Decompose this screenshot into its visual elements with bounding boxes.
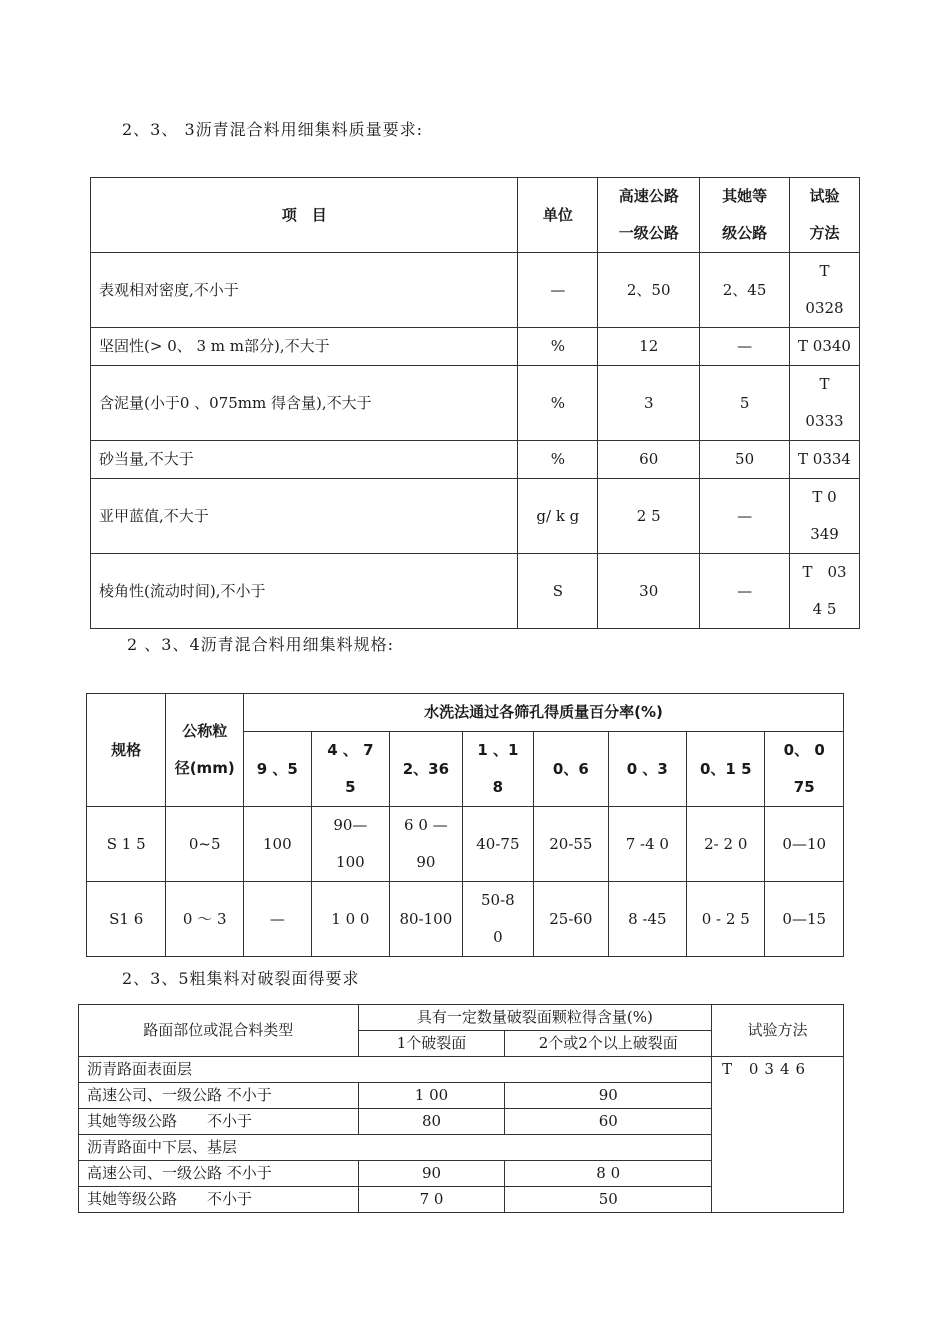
row-item: 坚固性(> 0、 3 m m部分),不大于 (91, 328, 518, 366)
header-fracture-content: 具有一定数量破裂面颗粒得含量(%) (358, 1005, 711, 1031)
sieve-label: 0 、3 (626, 759, 668, 778)
row-method-line1: T (819, 375, 830, 393)
header-sieve (765, 732, 844, 807)
row-value-highway: 30 (598, 554, 700, 629)
header-method: 试验方法 (712, 1005, 844, 1057)
cell-text: 1 0 0 (331, 909, 370, 928)
table-row (91, 328, 860, 366)
row-one-face: 1 00 (358, 1083, 505, 1109)
sieve-label-cont: 8 (492, 778, 504, 796)
cell-text-cont: 100 (336, 853, 365, 871)
header-method-line1: 试验 (809, 187, 840, 205)
header-nominal-size-line1: 公称粒 (182, 722, 228, 740)
row-value-other: 2、45 (700, 253, 790, 328)
cell-text-cont: 90 (416, 853, 436, 871)
row-method-line2: 0328 (805, 299, 844, 317)
row-one-face: 7 0 (358, 1187, 505, 1213)
row-method-line2: 349 (810, 525, 839, 543)
row-cell (462, 807, 534, 882)
header-unit: 单位 (518, 178, 598, 253)
row-two-faces: 90 (505, 1083, 712, 1109)
table-row (87, 807, 844, 882)
table-header-row (87, 694, 844, 732)
row-method-line1: T 03 (802, 563, 847, 581)
cell-text: — (269, 909, 285, 928)
row-cell (687, 807, 765, 882)
fracture-face-table (78, 1004, 844, 1213)
row-cell (608, 882, 686, 957)
fine-aggregate-quality-table (90, 177, 860, 629)
row-cell (687, 882, 765, 957)
row-item: 表观相对密度,不小于 (91, 253, 518, 328)
sieve-label: 0、 0 (783, 741, 825, 759)
header-type: 路面部位或混合料类型 (79, 1005, 359, 1057)
table-header-row (91, 178, 860, 253)
header-passing-percentage: 水洗法通过各筛孔得质量百分率(%) (244, 694, 844, 732)
header-other-line2: 级公路 (722, 224, 768, 242)
header-sieve (244, 732, 312, 807)
row-size: 0 ～ 3 (166, 882, 244, 957)
row-method (790, 479, 860, 554)
method-value: T 0346 (712, 1057, 844, 1213)
row-label: 高速公司、一级公路 不小于 (79, 1083, 359, 1109)
row-method-line2: 4 5 (812, 600, 837, 618)
row-cell (534, 807, 608, 882)
row-unit: g/ k g (518, 479, 598, 554)
cell-text: 50-8 (481, 891, 515, 909)
sieve-label: 9 、5 (256, 759, 298, 778)
row-value-highway: 2、50 (598, 253, 700, 328)
row-item: 棱角性(流动时间),不小于 (91, 554, 518, 629)
row-one-face: 80 (358, 1109, 505, 1135)
header-sieve (311, 732, 389, 807)
header-nominal-size-line2: 径(mm) (174, 759, 235, 777)
row-method-line1: T (819, 262, 830, 280)
row-value-highway: 2 5 (598, 479, 700, 554)
row-spec: S1 6 (87, 882, 166, 957)
cell-text: 100 (263, 834, 292, 853)
row-spec: S 1 5 (87, 807, 166, 882)
row-value-highway: 3 (598, 366, 700, 441)
cell-text-cont: 0 (493, 928, 503, 946)
cell-text: 20-55 (549, 834, 593, 853)
header-one-face: 1个破裂面 (358, 1031, 505, 1057)
cell-text: 0—10 (782, 834, 827, 853)
table-header-row (79, 1005, 844, 1031)
cell-text: 80-100 (399, 909, 453, 928)
row-method: T 0334 (790, 441, 860, 479)
row-method-line1: T 0 (812, 488, 837, 506)
section-heading-fracture-face: 2、3、5粗集料对破裂面得要求 (122, 969, 360, 988)
row-method-line2: 0333 (805, 412, 844, 430)
header-sieve (462, 732, 534, 807)
section-heading-fine-aggregate-spec: 2 、3、4沥青混合料用细集料规格: (127, 635, 395, 654)
row-two-faces: 50 (505, 1187, 712, 1213)
table-group-row (79, 1057, 844, 1083)
cell-text: 8 -45 (628, 909, 667, 928)
row-label: 高速公司、一级公路 不小于 (79, 1161, 359, 1187)
row-cell (311, 807, 389, 882)
row-cell (390, 882, 463, 957)
row-size: 0~5 (166, 807, 244, 882)
row-cell (534, 882, 608, 957)
header-nominal-size (166, 694, 244, 807)
cell-text: 0—15 (782, 909, 827, 928)
header-other (700, 178, 790, 253)
header-highway-line1: 高速公路 (618, 187, 679, 205)
row-item: 含泥量(小于0 、075mm 得含量),不大于 (91, 366, 518, 441)
row-method (790, 554, 860, 629)
sieve-label-cont: 75 (793, 778, 815, 796)
row-cell (462, 882, 534, 957)
row-label: 其她等级公路 不小于 (79, 1187, 359, 1213)
header-sieve (608, 732, 686, 807)
header-highway-line2: 一级公路 (618, 224, 679, 242)
header-other-line1: 其她等 (722, 187, 768, 205)
row-cell (311, 882, 389, 957)
row-unit: — (518, 253, 598, 328)
fine-aggregate-spec-table (86, 693, 844, 957)
row-cell (244, 882, 312, 957)
header-highway (598, 178, 700, 253)
row-value-highway: 12 (598, 328, 700, 366)
header-two-faces: 2个或2个以上破裂面 (505, 1031, 712, 1057)
cell-text: 2- 2 0 (704, 834, 748, 853)
table-row (87, 882, 844, 957)
sieve-label: 1 、1 (477, 741, 519, 759)
row-two-faces: 60 (505, 1109, 712, 1135)
row-cell (390, 807, 463, 882)
cell-text: 6 0 — (404, 816, 448, 834)
header-method-line2: 方法 (809, 224, 840, 242)
header-item: 项 目 (91, 178, 518, 253)
cell-text: 25-60 (549, 909, 593, 928)
row-cell (608, 807, 686, 882)
row-item: 砂当量,不大于 (91, 441, 518, 479)
row-unit: % (518, 366, 598, 441)
row-value-highway: 60 (598, 441, 700, 479)
row-method (790, 253, 860, 328)
table-row (91, 441, 860, 479)
row-cell (244, 807, 312, 882)
table-row (91, 554, 860, 629)
row-value-other: 50 (700, 441, 790, 479)
table-row (91, 479, 860, 554)
section-heading-fine-aggregate-quality: 2、3、 3沥青混合料用细集料质量要求: (122, 120, 424, 139)
sieve-label: 0、1 5 (699, 759, 752, 778)
row-one-face: 90 (358, 1161, 505, 1187)
row-unit: % (518, 441, 598, 479)
header-spec: 规格 (87, 694, 166, 807)
table-row (91, 253, 860, 328)
sieve-label: 2、36 (402, 759, 450, 778)
sieve-label-cont: 5 (345, 778, 356, 796)
row-cell (765, 807, 844, 882)
sieve-label: 0、6 (552, 759, 589, 778)
header-sieve (687, 732, 765, 807)
sieve-label: 4 、 7 (327, 741, 374, 759)
row-label: 其她等级公路 不小于 (79, 1109, 359, 1135)
group-label-surface: 沥青路面表面层 (79, 1057, 712, 1083)
cell-text: 40-75 (476, 834, 520, 853)
row-unit: % (518, 328, 598, 366)
row-method: T 0340 (790, 328, 860, 366)
row-method (790, 366, 860, 441)
header-sieve (390, 732, 463, 807)
cell-text: 90— (333, 816, 368, 834)
row-two-faces: 8 0 (505, 1161, 712, 1187)
row-value-other: 5 (700, 366, 790, 441)
group-label-base: 沥青路面中下层、基层 (79, 1135, 712, 1161)
row-value-other: — (700, 479, 790, 554)
cell-text: 7 -4 0 (625, 834, 669, 853)
cell-text: 0 - 2 5 (701, 909, 750, 928)
row-unit: S (518, 554, 598, 629)
row-item: 亚甲蓝值,不大于 (91, 479, 518, 554)
header-sieve (534, 732, 608, 807)
table-row (91, 366, 860, 441)
row-value-other: — (700, 554, 790, 629)
row-cell (765, 882, 844, 957)
header-method (790, 178, 860, 253)
row-value-other: — (700, 328, 790, 366)
